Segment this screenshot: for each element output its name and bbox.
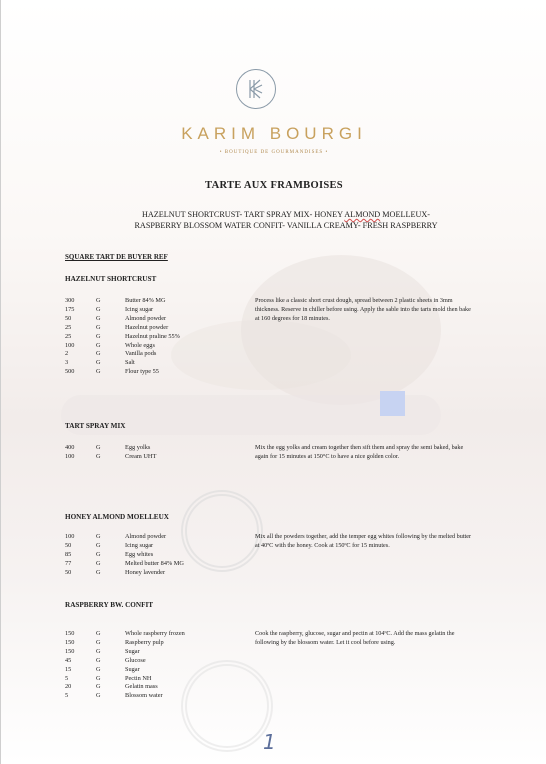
ingredient-quantity: 175: [65, 305, 75, 313]
ingredient-row: [65, 569, 184, 578]
ingredient-unit: G: [96, 297, 101, 304]
ingredient-quantity: 400: [65, 444, 75, 451]
ingredient-name: Whole eggs: [125, 341, 155, 349]
ingredient-name: Hazelnut praline 55%: [125, 332, 180, 340]
ingredient-row: [65, 297, 180, 306]
ingredient-unit: G: [96, 559, 101, 567]
ingredient-unit: G: [96, 314, 101, 322]
ingredient-row: [65, 542, 184, 551]
ingredient-quantity: 50: [65, 314, 72, 322]
ingredient-quantity: 50: [65, 568, 72, 576]
ingredient-name: Whole raspberry frozen: [125, 630, 185, 637]
ingredient-row: [65, 683, 185, 692]
ingredient-name: Icing sugar: [125, 541, 154, 549]
ingredient-row: [65, 533, 184, 542]
ingredient-quantity: 5: [65, 692, 69, 700]
ingredient-name: Melted butter 84% MG: [125, 559, 184, 567]
ingredient-quantity: 15: [65, 665, 72, 673]
ingredient-name: Pectin NH: [125, 674, 152, 682]
ingredient-row: [65, 315, 180, 324]
ingredient-name: Vanilla pods: [125, 350, 157, 358]
ingredient-unit: G: [96, 568, 101, 576]
ingredient-unit: G: [96, 341, 101, 349]
ingredient-name: Cream UHT: [125, 452, 157, 460]
section-heading-tart-spray-mix: TART SPRAY MIX: [65, 422, 126, 430]
ingredient-quantity: 45: [65, 656, 72, 664]
ingredient-quantity: 25: [65, 332, 72, 340]
ingredient-row: [65, 666, 185, 675]
mold-reference: SQUARE TART DE BUYER REF: [65, 253, 168, 261]
ingredient-name: Almond powder: [125, 314, 167, 322]
ingredient-name: Icing sugar: [125, 305, 154, 313]
ingredient-quantity: 100: [65, 341, 75, 349]
ingredient-unit: G: [96, 359, 101, 367]
section-heading-raspberry-confit: RASPBERRY BW. CONFIT: [65, 601, 154, 609]
ingredient-row: [65, 324, 180, 333]
ingredient-name: Butter 84% MG: [125, 297, 166, 304]
ingredient-row: [65, 630, 185, 639]
ingredient-quantity: 77: [65, 559, 72, 567]
ingredient-unit: G: [96, 638, 101, 646]
ingredient-unit: G: [96, 541, 101, 549]
ingredient-unit: G: [96, 683, 101, 691]
ingredient-row: [65, 453, 156, 462]
ingredients-raspberry-confit: [65, 630, 185, 701]
ingredient-row: [65, 444, 156, 453]
ingredient-name: Blossom water: [125, 692, 163, 700]
ingredient-row: [65, 342, 180, 351]
method-hazelnut-shortcrust: Process like a classic short crust dough, spread between 2 plastic sheets in 3mm thickness. Reserve in chiller before using. Apply the sable into the tarts mold then bake at 160 degrees for 18 minutes.: [255, 297, 471, 322]
ingredient-quantity: 150: [65, 638, 75, 646]
ingredient-row: [65, 648, 185, 657]
ingredient-unit: G: [96, 647, 101, 655]
ingredient-name: Egg yolks: [125, 444, 151, 451]
ingredient-name: Hazelnut powder: [125, 323, 169, 331]
ingredient-unit: G: [96, 368, 101, 376]
ingredient-row: [65, 560, 184, 569]
ingredient-row: [65, 350, 180, 359]
ingredient-name: Flour type 55: [125, 368, 159, 376]
ingredient-row: [65, 333, 180, 342]
ingredient-row: [65, 359, 180, 368]
ingredient-name: Honey lavender: [125, 568, 166, 576]
ingredient-unit: G: [96, 656, 101, 664]
section-heading-hazelnut-shortcrust: HAZELNUT SHORTCRUST: [65, 275, 157, 283]
ingredient-quantity: 20: [65, 683, 72, 691]
ingredient-row: [65, 692, 185, 701]
ingredient-quantity: 2: [65, 350, 69, 358]
ingredient-unit: G: [96, 323, 101, 331]
ingredient-quantity: 100: [65, 533, 75, 540]
recipe-title: TARTE AUX FRAMBOISES: [205, 180, 343, 191]
ingredient-quantity: 5: [65, 674, 69, 682]
background-photo-tray: [171, 320, 351, 390]
ingredient-unit: G: [96, 665, 101, 673]
ingredient-quantity: 100: [65, 452, 75, 460]
recipe-components: [81, 209, 491, 231]
ingredient-name: Raspberry pulp: [125, 638, 164, 646]
ingredient-row: [65, 657, 185, 666]
ingredient-quantity: 500: [65, 368, 75, 376]
ingredient-quantity: 25: [65, 323, 72, 331]
ingredient-name: Sugar: [125, 665, 140, 673]
section-heading-honey-almond-moelleux: HONEY ALMOND MOELLEUX: [65, 513, 169, 521]
ingredient-unit: G: [96, 444, 101, 451]
method-honey-almond-moelleux: Mix all the powders together, add the temper egg whites following by the melted butter at 40ºC with the honey. Cook at 150ºC for 15 minutes.: [255, 533, 472, 549]
ingredients-hazelnut-shortcrust: [65, 297, 180, 377]
ingredient-row: [65, 306, 180, 315]
brand-tagline: • BOUTIQUE DE GOURMANDISES •: [219, 150, 329, 155]
ingredient-quantity: 150: [65, 647, 75, 655]
ingredient-name: Egg whites: [125, 550, 154, 558]
ingredient-row: [65, 639, 185, 648]
ingredient-quantity: 300: [65, 297, 75, 304]
background-photo-fan: [181, 490, 263, 572]
ingredient-row: [65, 675, 185, 684]
ingredient-quantity: 3: [65, 359, 69, 367]
subtitle-line1-start: HAZELNUT SHORTCRUST- TART SPRAY MIX- HONEY: [141, 210, 345, 219]
ingredient-unit: G: [96, 692, 101, 700]
ingredient-unit: G: [96, 452, 101, 460]
method-tart-spray-mix: Mix the egg yolks and cream together then sift them and spray the semi baked, bake again for 15 minutes at 150°C to have a nice golden color.: [255, 444, 464, 460]
ingredient-quantity: 150: [65, 630, 75, 637]
ingredient-unit: G: [96, 533, 101, 540]
ingredient-name: Salt: [125, 359, 135, 367]
ingredient-name: Sugar: [125, 647, 140, 655]
ingredient-unit: G: [96, 350, 101, 358]
ingredient-name: Almond powder: [125, 533, 167, 540]
ingredient-unit: G: [96, 674, 101, 682]
ingredient-unit: G: [96, 332, 101, 340]
brand-name: KARIM BOURGI: [181, 124, 367, 143]
ingredient-unit: G: [96, 550, 101, 558]
method-raspberry-confit: Cook the raspberry, glucose, sugar and pectin at 104ºC. Add the mass gelatin the following by the blossom water. Let it cool before using.: [255, 630, 455, 646]
ingredient-unit: G: [96, 630, 101, 637]
ingredient-row: [65, 368, 180, 377]
kb-monogram-icon: [236, 69, 276, 109]
highlight-marker: [380, 391, 405, 416]
subtitle-line2: RASPBERRY BLOSSOM WATER CONFIT- VANILLA CREAMY- FRESH RASPBERRY: [134, 221, 438, 230]
ingredients-honey-almond-moelleux: [65, 533, 184, 578]
ingredient-quantity: 50: [65, 541, 72, 549]
subtitle-line1-end: MOELLEUX-: [380, 210, 431, 219]
ingredient-quantity: 85: [65, 550, 72, 558]
ingredient-name: Gelatin mass: [125, 683, 158, 691]
subtitle-spellcheck-word: ALMOND: [344, 210, 381, 219]
ingredient-row: [65, 551, 184, 560]
ingredients-tart-spray-mix: [65, 444, 156, 462]
background-photo-fan-lower: [181, 660, 273, 752]
ingredient-unit: G: [96, 305, 101, 313]
page-number: 1: [263, 730, 276, 754]
ingredient-name: Glucose: [125, 656, 146, 664]
